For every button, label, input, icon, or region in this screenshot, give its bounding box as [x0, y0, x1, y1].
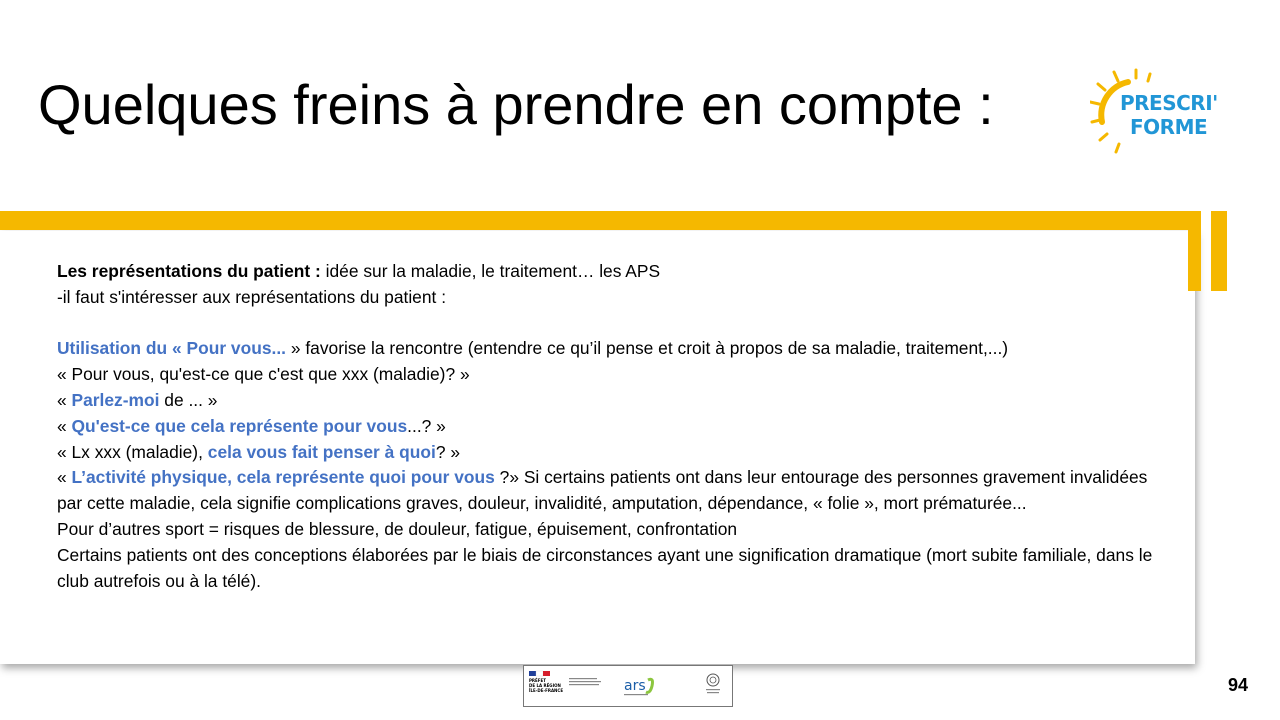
page-number: 94: [1228, 675, 1249, 695]
highlight-pour-vous: Utilisation du « Pour vous...: [57, 338, 286, 359]
paragraph-conceptions: Certains patients ont des conceptions élaborées par le biais de circonstances ayant une signification dramatique (mort subite familiale, dans le club autrefois ou à la télé).: [57, 544, 1153, 591]
quote-close: de ... »: [159, 389, 218, 410]
paragraph-activite: [57, 465, 1172, 517]
paragraph-question-3: [57, 414, 1172, 440]
quote-open: «: [57, 467, 72, 488]
quote-close: ...? »: [407, 415, 446, 436]
partner-logos: [523, 665, 733, 707]
spacer: [57, 311, 1172, 337]
paragraph-sport: Pour d’autres sport = risques de blessure, de douleur, fatigue, épuisement, confrontation: [57, 518, 738, 539]
text-activite: ?» Si certains patients ont dans leur entourage des personnes gravement invalidées par cette maladie, cela signifie complications graves, douleur, invalidité, amputation, dépendance, « folie », mort prématurée...: [57, 467, 1148, 514]
paragraph-question-4: [57, 440, 1172, 466]
page-title: Quelques freins à prendre en compte :: [38, 73, 994, 136]
logo-line-2: FORME: [1130, 115, 1208, 139]
highlight-parlez-moi: Parlez-moi: [71, 389, 160, 410]
partner1-line2: DE LA RÉGION: [529, 683, 561, 688]
quote-close: ? »: [435, 441, 461, 462]
partner-logos-graphic: [524, 666, 732, 706]
paragraph-interest: -il faut s'intéresser aux représentations du patient :: [57, 286, 447, 307]
content-text: [57, 259, 1172, 594]
highlight-activite: L’activité physique, cela représente quoi pour vous: [71, 467, 495, 488]
paragraph-question-2: [57, 388, 1172, 414]
partner1-line1: PRÉFET: [529, 678, 546, 683]
accent-bar-horizontal: [0, 211, 1201, 230]
partner1-line3: ÎLE-DE-FRANCE: [529, 688, 564, 693]
prescriforme-logo: [1090, 68, 1230, 158]
paragraph-pour-vous: [57, 336, 1172, 362]
partner2-logo: ars: [624, 678, 646, 694]
accent-bar-vertical-1: [1188, 211, 1201, 291]
quote-open: «: [57, 415, 72, 436]
paragraph-question-1: « Pour vous, qu'est-ce que c'est que xxx (maladie)? »: [57, 364, 470, 385]
paragraph-representations: [57, 259, 1172, 285]
quote-open: «: [57, 389, 72, 410]
quote-open: « Lx xxx (maladie),: [57, 441, 208, 462]
highlight-penser: cela vous fait penser à quoi: [207, 441, 436, 462]
logo-line-1: PRESCRI': [1120, 91, 1218, 115]
highlight-represente: Qu'est-ce que cela représente pour vous: [71, 415, 408, 436]
text-pour-vous: » favorise la rencontre (entendre ce qu’il pense et croit à propos de sa maladie, traitement,...): [286, 338, 1009, 359]
text-representations: idée sur la maladie, le traitement… les APS: [320, 261, 661, 281]
heading-representations: Les représentations du patient :: [57, 261, 321, 281]
accent-bar-vertical-2: [1211, 211, 1227, 291]
